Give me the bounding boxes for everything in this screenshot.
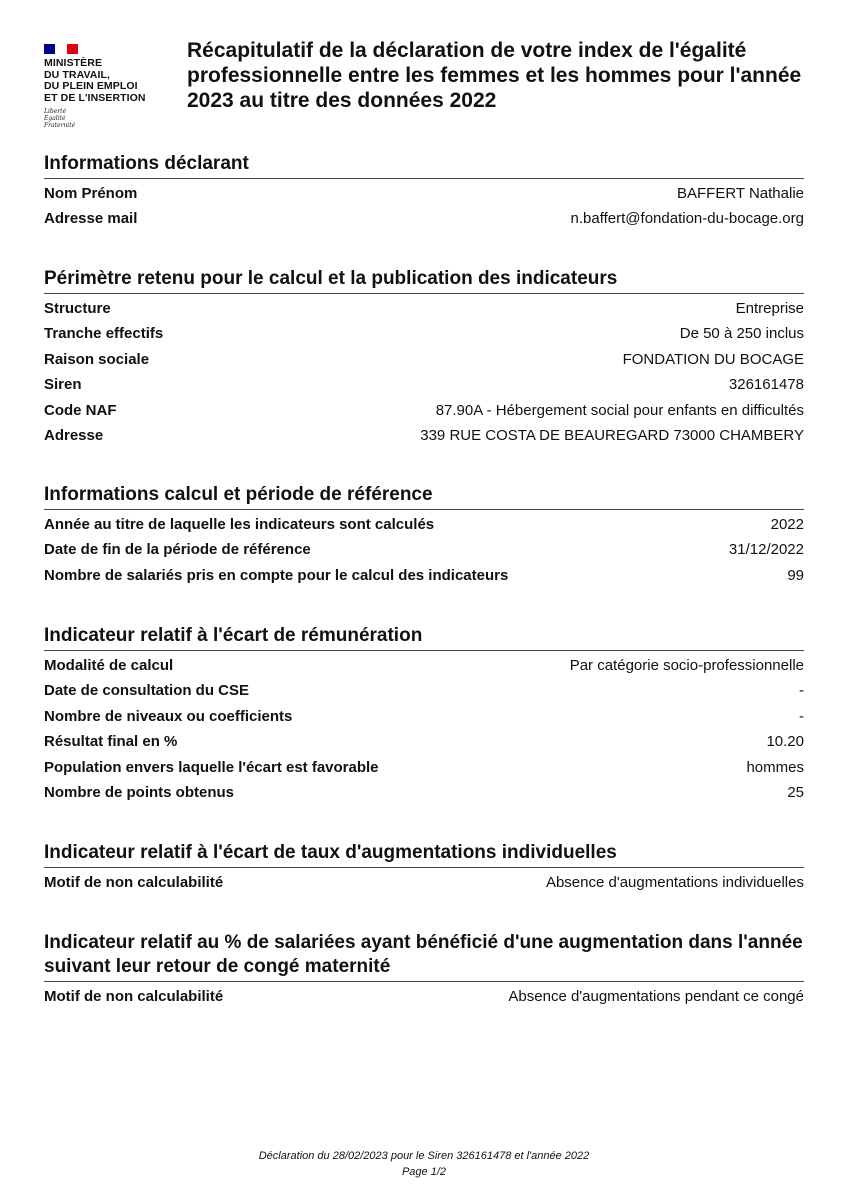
row-value: FONDATION DU BOCAGE — [622, 350, 804, 368]
ministry-line: DU TRAVAIL, — [44, 68, 111, 81]
row-value: Absence d'augmentations individuelles — [545, 874, 804, 891]
page-number: Page 1/2 — [401, 1166, 447, 1178]
row-label: Modalité de calcul — [44, 657, 174, 674]
row-label: Structure — [44, 300, 111, 317]
info-row — [44, 656, 804, 681]
row-label: Date de fin de la période de référence — [44, 541, 311, 559]
row-label: Population envers laquelle l'écart est favorable — [44, 758, 379, 776]
ministry-line: ET DE L'INSERTION — [44, 91, 146, 104]
row-label: Nombre de niveaux ou coefficients — [44, 707, 293, 725]
info-row — [44, 873, 804, 898]
info-row — [44, 758, 804, 783]
row-label: Motif de non calculabilité — [44, 874, 224, 891]
row-value: BAFFERT Nathalie — [677, 185, 804, 202]
section-conge-maternite — [44, 931, 804, 1012]
row-label: Nombre de points obtenus — [44, 783, 235, 801]
info-row — [44, 566, 804, 591]
row-label: Tranche effectifs — [44, 325, 164, 343]
row-value: hommes — [746, 758, 804, 776]
info-row — [44, 401, 804, 426]
row-label: Année au titre de laquelle les indicateurs sont calculés — [44, 516, 435, 533]
document-title: Récapitulatif de la déclaration de votre index de l'égalité professionnelle entre les femmes et les hommes pour l'année 2023 au titre des données 2022 — [187, 39, 802, 112]
row-value: Entreprise — [735, 300, 804, 317]
section-declarant — [44, 152, 804, 235]
motto-line: Fraternité — [44, 122, 76, 129]
row-value: - — [799, 707, 804, 725]
row-value: 10.20 — [766, 733, 804, 751]
info-row — [44, 681, 804, 706]
row-label: Nom Prénom — [44, 185, 138, 202]
section-calcul-periode — [44, 483, 804, 591]
row-label: Motif de non calculabilité — [44, 988, 224, 1005]
row-value: n.baffert@fondation-du-bocage.org — [570, 210, 804, 228]
info-row — [44, 375, 804, 400]
section-ecart-augmentations — [44, 841, 804, 898]
ministry-line: DU PLEIN EMPLOI — [44, 80, 138, 92]
info-row — [44, 299, 804, 324]
ministry-name — [44, 58, 174, 104]
ministry-line: MINISTÈRE — [44, 57, 103, 69]
section-heading: Indicateur relatif à l'écart de taux d'augmentations individuelles — [44, 841, 804, 868]
section-heading: Indicateur relatif à l'écart de rémunération — [44, 624, 804, 651]
info-row — [44, 324, 804, 349]
row-label: Raison sociale — [44, 350, 150, 368]
row-value: Absence d'augmentations pendant ce congé — [508, 988, 804, 1005]
row-value: 2022 — [770, 516, 804, 533]
section-ecart-remuneration — [44, 624, 804, 808]
row-value: 326161478 — [728, 376, 804, 394]
section-heading: Périmètre retenu pour le calcul et la publication des indicateurs — [44, 267, 804, 294]
section-heading: Indicateur relatif au % de salariées ayant bénéficié d'une augmentation dans l'année suivant leur retour de congé maternité — [44, 931, 804, 982]
info-row — [44, 540, 804, 565]
row-value: 87.90A - Hébergement social pour enfants en difficultés — [435, 401, 804, 419]
row-value: Par catégorie socio-professionnelle — [569, 657, 804, 674]
row-label: Date de consultation du CSE — [44, 682, 250, 700]
info-row — [44, 350, 804, 375]
row-value: 99 — [787, 566, 804, 584]
footer-declaration: Déclaration du 28/02/2023 pour le Siren 326161478 et l'année 2022 — [258, 1150, 590, 1162]
info-row — [44, 732, 804, 757]
row-value: 339 RUE COSTA DE BEAUREGARD 73000 CHAMBERY — [420, 426, 804, 444]
republic-motto — [44, 108, 174, 129]
row-value: 25 — [787, 783, 804, 801]
page-footer — [0, 1148, 848, 1180]
motto-line: Liberté — [44, 108, 67, 115]
row-value: 31/12/2022 — [728, 541, 804, 559]
info-row — [44, 987, 804, 1012]
row-label: Résultat final en % — [44, 733, 178, 751]
row-label: Adresse mail — [44, 210, 138, 228]
row-label: Siren — [44, 376, 82, 394]
info-row — [44, 426, 804, 451]
row-label: Adresse — [44, 426, 104, 444]
row-label: Nombre de salariés pris en compte pour le calcul des indicateurs — [44, 566, 509, 584]
info-row — [44, 783, 804, 808]
section-heading: Informations calcul et période de référence — [44, 483, 804, 510]
ministry-logo — [44, 44, 174, 129]
row-value: De 50 à 250 inclus — [679, 325, 804, 343]
row-value: - — [799, 682, 804, 700]
section-perimetre — [44, 267, 804, 451]
section-heading: Informations déclarant — [44, 152, 804, 179]
row-label: Code NAF — [44, 401, 117, 419]
info-row — [44, 515, 804, 540]
french-flag-icon — [44, 44, 78, 54]
info-row — [44, 209, 804, 234]
motto-line: Égalité — [44, 115, 66, 122]
info-row — [44, 707, 804, 732]
info-row — [44, 184, 804, 209]
